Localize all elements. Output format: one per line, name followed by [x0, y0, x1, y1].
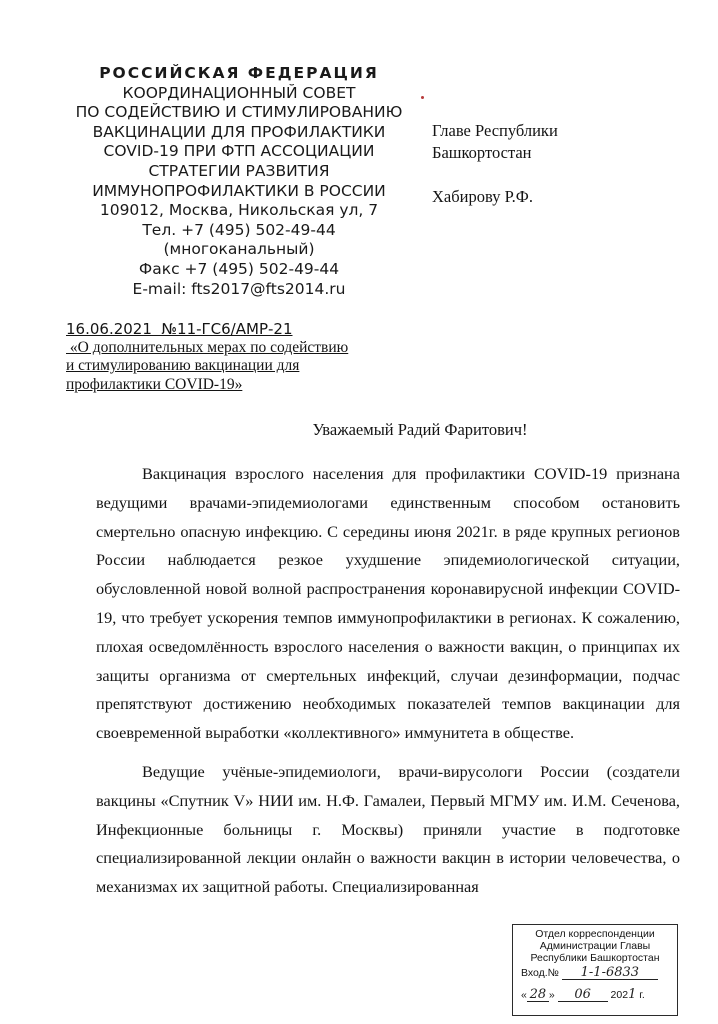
sender-phone: Тел. +7 (495) 502-49-44	[142, 220, 336, 239]
stamp-incoming-label: Вход.№	[521, 967, 559, 979]
reference-subject-line: профилактики COVID-19»	[66, 375, 243, 393]
stamp-date-row: « 28 » 06 2021 г.	[521, 987, 645, 1002]
stamp-incoming-row	[521, 967, 658, 980]
addressee-name: Хабирову Р.Ф.	[432, 187, 533, 206]
greeting-text: Уважаемый Радий Фаритович!	[312, 420, 528, 439]
sender-fax: Факс +7 (495) 502-49-44	[138, 259, 340, 278]
stamp-incoming-number: 1-1-6833	[562, 967, 658, 980]
sender-block	[58, 64, 420, 299]
sender-org-line: ИММУНОПРОФИЛАКТИКИ В РОССИИ	[92, 181, 386, 200]
reference-subject-line: «О дополнительных мерах по содействию	[66, 338, 349, 356]
registration-stamp	[512, 924, 678, 1016]
sender-org-line: КООРДИНАЦИОННЫЙ СОВЕТ	[122, 83, 356, 102]
letter-body	[96, 460, 680, 912]
addressee-region: Башкортостан	[432, 143, 532, 162]
sender-country: РОССИЙСКАЯ ФЕДЕРАЦИЯ	[99, 64, 379, 82]
stamp-line: Отдел корреспонденции	[535, 928, 655, 940]
sender-org-line: ПО СОДЕЙСТВИЮ И СТИМУЛИРОВАНИЮ	[75, 103, 403, 122]
sender-org-line: СТРАТЕГИИ РАЗВИТИЯ	[148, 161, 330, 180]
stamp-year-unit: г.	[639, 989, 645, 1001]
sender-org-line: ВАКЦИНАЦИИ ДЛЯ ПРОФИЛАКТИКИ	[92, 122, 386, 141]
addressee-title: Главе Республики	[432, 121, 558, 140]
reference-subject-line: и стимулированию вакцинации для	[66, 357, 300, 374]
sender-org-line: COVID-19 ПРИ ФТП АССОЦИАЦИИ	[103, 142, 375, 161]
stamp-month: 06	[558, 989, 608, 1002]
stamp-line: Администрации Главы	[539, 940, 651, 952]
stamp-year-prefix: 202	[610, 989, 629, 1001]
reference-number: 16.06.2021 №11-ГС6/АМР-21	[66, 320, 293, 338]
greeting	[0, 420, 718, 440]
sender-email: E-mail: fts2017@fts2014.ru	[132, 279, 346, 298]
reference-block	[66, 320, 406, 394]
sender-address: 109012, Москва, Никольская ул, 7	[99, 201, 379, 220]
body-paragraph: Ведущие учёные-эпидемиологи, врачи-вирусологи России (создатели вакцины «Спутник V» НИИ им. Н.Ф. Гамалеи, Первый МГМУ им. И.М. Сеченова, Инфекционные больницы г. Москвы) приняли участие в подготовке специализированной лекции онлайн о важности вакцин в истории человечества, о механизмах их защитной работы. Специализированная	[96, 761, 680, 897]
stamp-year-suffix: 1	[628, 987, 637, 1002]
addressee-block	[432, 120, 558, 208]
sender-phone-note: (многоканальный)	[163, 240, 315, 259]
body-paragraph: Вакцинация взрослого населения для профилактики COVID-19 признана ведущими врачами-эпидемиологами единственным способом остановить смертельно опасную инфекцию. С середины июня 2021г. в ряде крупных регионов России наблюдается резкое ухудшение эпидемиологической ситуации, обусловленной новой волной распространения коронавирусной инфекции COVID-19, что требует ускорения темпов иммунопрофилактики в регионах. К сожалению, плохая осведомлённость взрослого населения о важности вакцин, о принципах их защиты организма от смертельных инфекций, случаи дезинформации, подчас препятствуют достижению необходимых показателей темпов вакцинации для своевременной выработки «коллективного» иммунитета в обществе.	[96, 464, 680, 743]
ink-mark	[421, 96, 424, 99]
stamp-line: Республики Башкортостан	[530, 952, 660, 964]
stamp-day: 28	[527, 989, 549, 1002]
